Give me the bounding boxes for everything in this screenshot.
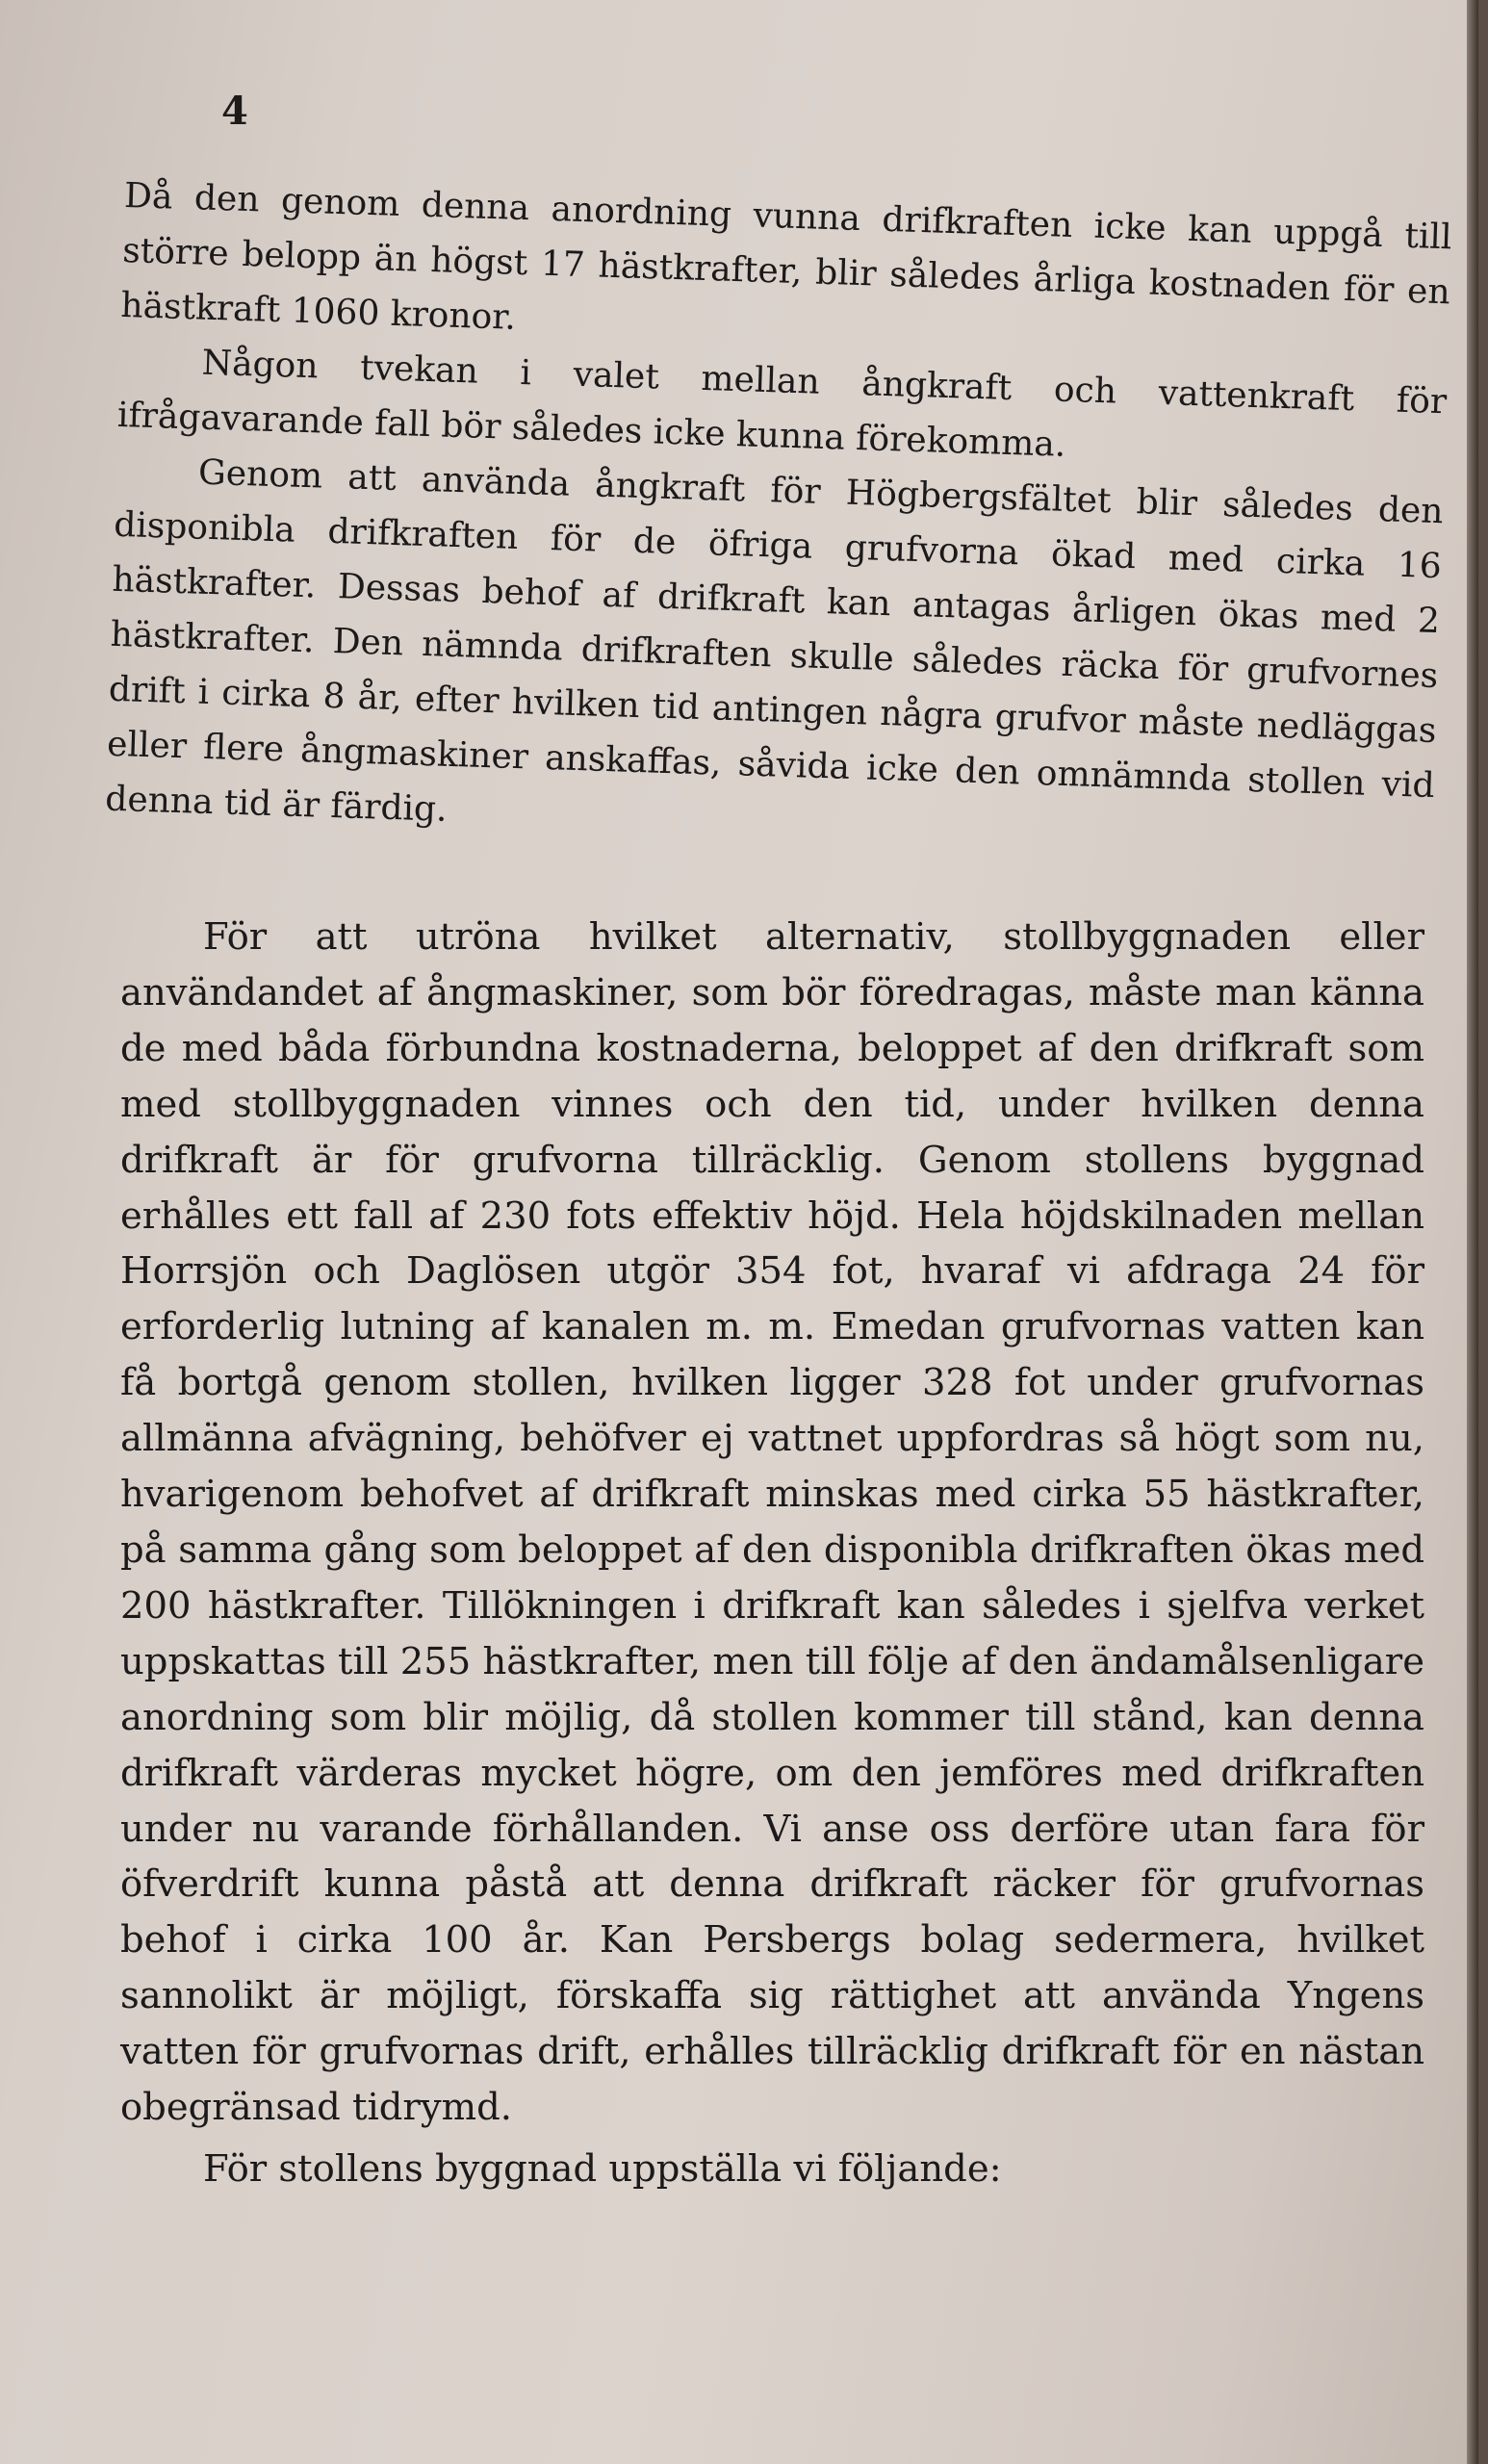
paragraph-1: Då den genom denna anordning vunna drifkraften icke kan uppgå till större belopp än högst 17 hästkrafter, blir således årliga kostnaden för en hästkraft 1060 kronor. [119,175,1453,338]
paragraph-2: Någon tvekan i valet mellan ångkraft och vattenkraft för ifrågavarande fall bör således icke kunna förekomma. [116,343,1448,465]
paragraph-3: Genom att använda ångkraft för Högbergsfältet blir således den disponibla drifkraften för de öfriga grufvorna ökad med cirka 16 hästkrafter. Dessas behof af drifkraft kan antagas årligen ökas med 2 hästkrafter. Den nämnda drifkraften skulle således räcka för grufvornes drift i cirka 8 år, efter hvilken tid antingen några grufvor måste nedläggas eller flere ångmaskiner anskaffas, såvida icke den omnämnda stollen vid denna tid är färdig. [104,452,1445,830]
paragraph-4: För att utröna hvilket alternativ, stollbyggnaden eller användandet af ångmaskiner, som bör föredragas, måste man känna de med båda förbundna kostnaderna, beloppet af den drifkraft som med stollbyggnaden vinnes och den tid, under hvilken denna drifkraft är för grufvorna tillräcklig. Genom stollens byggnad erhålles ett fall af 230 fots effektiv höjd. Hela höjdskilnaden mellan Horrsjön och Daglösen utgör 354 fot, hvaraf vi afdraga 24 för erforderlig lutning af kanalen m. m. Emedan grufvornas vatten kan få bortgå genom stollen, hvilken ligger 328 fot under grufvornas allmänna afvägning, behöfver ej vattnet uppfordras så högt som nu, hvarigenom behofvet af drifkraft minskas med cirka 55 hästkrafter, på samma gång som beloppet af den disponibla drifkraften ökas med 200 hästkrafter. Tillökningen i drifkraft kan således i sjelfva verket uppskattas till 255 hästkrafter, men till följe af den ändamålsenligare anordning som blir möjlig, då stollen kommer till stånd, kan denna drifkraft värderas mycket högre, om den jemföres med drifkraften under nu varande förhållanden. Vi anse oss derföre utan fara för öfverdrift kunna påstå att denna drifkraft räcker för grufvornas behof i cirka 100 år. Kan Persbergs bolag sedermera, hvilket sannolikt är möjligt, förskaffa sig rättighet att använda Yngens vatten för grufvornas drift, erhålles tillräcklig drifkraft för en nästan obegränsad tidrymd. [120,915,1424,2130]
page-edge-shadow [1467,0,1478,2464]
page-number: 4 [221,89,248,134]
paragraph-5: För stollens byggnad uppställa vi följande: [203,2146,1002,2191]
lower-text-block [120,910,1424,2197]
upper-text-block [105,168,1453,868]
